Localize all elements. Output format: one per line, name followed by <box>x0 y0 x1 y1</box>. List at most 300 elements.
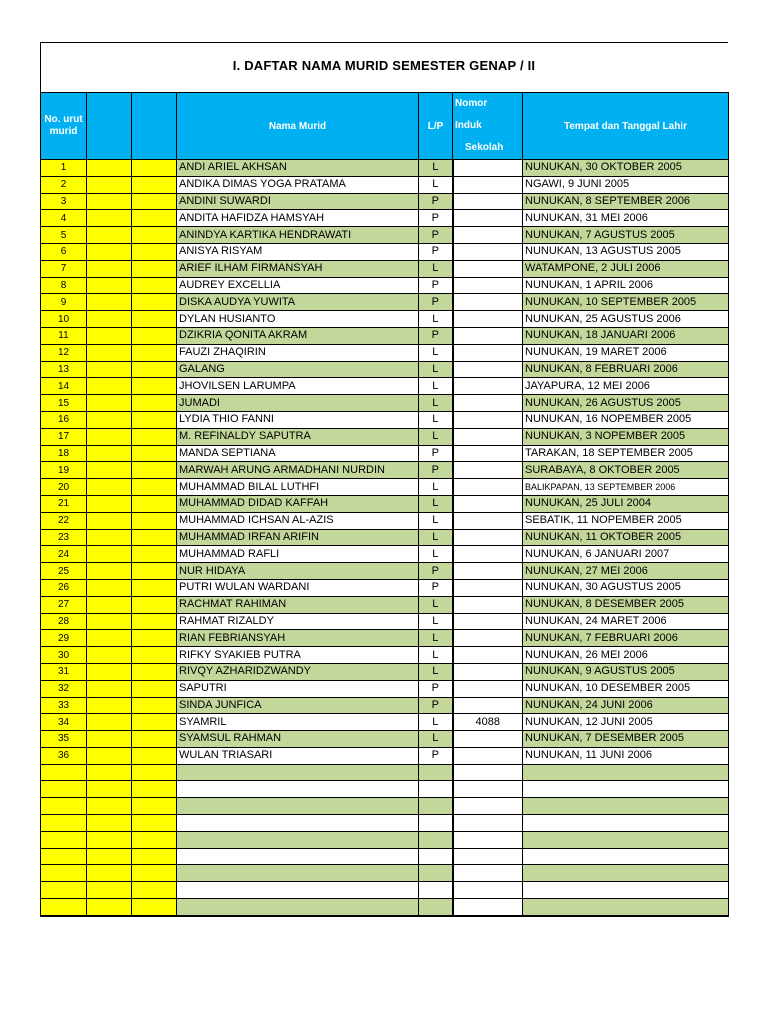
cell-no[interactable] <box>41 848 87 865</box>
cell-blank-2[interactable] <box>132 193 177 210</box>
cell-nis[interactable] <box>453 160 523 177</box>
cell-name[interactable]: GALANG <box>177 361 419 378</box>
cell-name[interactable]: ANDIKA DIMAS YOGA PRATAMA <box>177 176 419 193</box>
cell-name[interactable]: AUDREY EXCELLIA <box>177 277 419 294</box>
cell-ttl[interactable]: NUNUKAN, 10 SEPTEMBER 2005 <box>523 294 729 311</box>
cell-ttl[interactable] <box>523 815 729 832</box>
cell-lp[interactable]: L <box>419 647 453 664</box>
cell-no[interactable]: 19 <box>41 462 87 479</box>
cell-name[interactable]: SINDA JUNFICA <box>177 697 419 714</box>
cell-nis[interactable] <box>453 277 523 294</box>
cell-nis[interactable] <box>453 865 523 882</box>
cell-lp[interactable] <box>419 882 453 899</box>
cell-blank-2[interactable] <box>132 479 177 496</box>
cell-blank-2[interactable] <box>132 613 177 630</box>
cell-nis[interactable] <box>453 512 523 529</box>
cell-lp[interactable] <box>419 831 453 848</box>
cell-ttl[interactable]: NUNUKAN, 25 JULI 2004 <box>523 495 729 512</box>
cell-lp[interactable]: P <box>419 277 453 294</box>
cell-nis[interactable] <box>453 344 523 361</box>
cell-no[interactable] <box>41 882 87 899</box>
cell-nis[interactable] <box>453 731 523 748</box>
cell-lp[interactable]: L <box>419 731 453 748</box>
cell-name[interactable]: ARIEF ILHAM FIRMANSYAH <box>177 260 419 277</box>
cell-blank-1[interactable] <box>87 462 132 479</box>
cell-blank-2[interactable] <box>132 596 177 613</box>
column-header-no[interactable]: No. urut murid <box>41 93 87 160</box>
cell-nis[interactable] <box>453 798 523 815</box>
cell-blank-1[interactable] <box>87 865 132 882</box>
cell-name[interactable]: M. REFINALDY SAPUTRA <box>177 428 419 445</box>
cell-lp[interactable]: L <box>419 663 453 680</box>
cell-no[interactable]: 29 <box>41 630 87 647</box>
cell-nis[interactable] <box>453 479 523 496</box>
cell-nis[interactable] <box>453 647 523 664</box>
cell-ttl[interactable]: NUNUKAN, 8 SEPTEMBER 2006 <box>523 193 729 210</box>
cell-lp[interactable]: L <box>419 714 453 731</box>
cell-no[interactable]: 16 <box>41 411 87 428</box>
cell-nis[interactable] <box>453 462 523 479</box>
cell-nis[interactable] <box>453 663 523 680</box>
cell-no[interactable]: 32 <box>41 680 87 697</box>
cell-lp[interactable]: P <box>419 294 453 311</box>
cell-blank-2[interactable] <box>132 764 177 781</box>
column-header-name[interactable]: Nama Murid <box>177 93 419 160</box>
cell-blank-1[interactable] <box>87 193 132 210</box>
cell-no[interactable] <box>41 865 87 882</box>
cell-lp[interactable]: P <box>419 243 453 260</box>
cell-blank-2[interactable] <box>132 361 177 378</box>
cell-nis[interactable] <box>453 227 523 244</box>
cell-lp[interactable] <box>419 899 453 916</box>
cell-name[interactable]: JUMADI <box>177 395 419 412</box>
cell-no[interactable]: 35 <box>41 731 87 748</box>
cell-blank-2[interactable] <box>132 865 177 882</box>
cell-name[interactable]: RIFKY SYAKIEB PUTRA <box>177 647 419 664</box>
cell-blank-1[interactable] <box>87 579 132 596</box>
cell-ttl[interactable] <box>523 831 729 848</box>
cell-name[interactable] <box>177 899 419 916</box>
cell-ttl[interactable]: NUNUKAN, 25 AGUSTUS 2006 <box>523 311 729 328</box>
cell-name[interactable]: MUHAMMAD IRFAN ARIFIN <box>177 529 419 546</box>
cell-name[interactable]: SYAMSUL RAHMAN <box>177 731 419 748</box>
cell-blank-2[interactable] <box>132 630 177 647</box>
cell-name[interactable]: RIAN FEBRIANSYAH <box>177 630 419 647</box>
cell-lp[interactable]: L <box>419 479 453 496</box>
cell-name[interactable]: ANDINI SUWARDI <box>177 193 419 210</box>
cell-no[interactable]: 36 <box>41 747 87 764</box>
cell-nis[interactable] <box>453 579 523 596</box>
cell-ttl[interactable]: NUNUKAN, 9 AGUSTUS 2005 <box>523 663 729 680</box>
cell-nis[interactable] <box>453 630 523 647</box>
cell-blank-2[interactable] <box>132 210 177 227</box>
column-header-lp[interactable]: L/P <box>419 93 453 160</box>
cell-blank-1[interactable] <box>87 479 132 496</box>
cell-blank-2[interactable] <box>132 747 177 764</box>
cell-blank-1[interactable] <box>87 899 132 916</box>
cell-ttl[interactable]: NUNUKAN, 26 MEI 2006 <box>523 647 729 664</box>
cell-nis[interactable] <box>453 764 523 781</box>
cell-ttl[interactable]: SURABAYA, 8 OKTOBER 2005 <box>523 462 729 479</box>
cell-blank-2[interactable] <box>132 327 177 344</box>
cell-no[interactable]: 18 <box>41 445 87 462</box>
cell-lp[interactable]: P <box>419 445 453 462</box>
cell-no[interactable]: 1 <box>41 160 87 177</box>
cell-ttl[interactable]: NUNUKAN, 16 NOPEMBER 2005 <box>523 411 729 428</box>
cell-name[interactable]: ANINDYA KARTIKA HENDRAWATI <box>177 227 419 244</box>
cell-ttl[interactable]: NUNUKAN, 7 AGUSTUS 2005 <box>523 227 729 244</box>
cell-ttl[interactable]: NUNUKAN, 18 JANUARI 2006 <box>523 327 729 344</box>
cell-name[interactable]: RAHMAT RIZALDY <box>177 613 419 630</box>
cell-ttl[interactable]: NUNUKAN, 7 FEBRUARI 2006 <box>523 630 729 647</box>
cell-ttl[interactable]: SEBATIK, 11 NOPEMBER 2005 <box>523 512 729 529</box>
cell-blank-2[interactable] <box>132 563 177 580</box>
cell-blank-1[interactable] <box>87 596 132 613</box>
cell-no[interactable]: 8 <box>41 277 87 294</box>
cell-lp[interactable]: L <box>419 596 453 613</box>
cell-no[interactable]: 22 <box>41 512 87 529</box>
cell-name[interactable]: NUR HIDAYA <box>177 563 419 580</box>
cell-no[interactable]: 3 <box>41 193 87 210</box>
column-header-nis[interactable] <box>453 93 523 160</box>
cell-no[interactable]: 23 <box>41 529 87 546</box>
cell-nis[interactable] <box>453 563 523 580</box>
cell-lp[interactable]: L <box>419 495 453 512</box>
cell-blank-1[interactable] <box>87 344 132 361</box>
cell-name[interactable]: RACHMAT RAHIMAN <box>177 596 419 613</box>
cell-nis[interactable] <box>453 882 523 899</box>
cell-name[interactable]: DZIKRIA QONITA AKRAM <box>177 327 419 344</box>
cell-ttl[interactable]: TARAKAN, 18 SEPTEMBER 2005 <box>523 445 729 462</box>
cell-ttl[interactable]: NUNUKAN, 27 MEI 2006 <box>523 563 729 580</box>
cell-no[interactable] <box>41 764 87 781</box>
cell-blank-1[interactable] <box>87 277 132 294</box>
cell-name[interactable] <box>177 781 419 798</box>
cell-name[interactable] <box>177 815 419 832</box>
cell-name[interactable] <box>177 764 419 781</box>
cell-lp[interactable]: L <box>419 260 453 277</box>
column-header-blank-2[interactable] <box>132 93 177 160</box>
cell-ttl[interactable]: NUNUKAN, 7 DESEMBER 2005 <box>523 731 729 748</box>
cell-nis[interactable] <box>453 899 523 916</box>
cell-blank-2[interactable] <box>132 899 177 916</box>
cell-ttl[interactable] <box>523 764 729 781</box>
cell-blank-1[interactable] <box>87 512 132 529</box>
column-header-ttl[interactable]: Tempat dan Tanggal Lahir <box>523 93 729 160</box>
cell-nis[interactable] <box>453 697 523 714</box>
cell-no[interactable] <box>41 899 87 916</box>
cell-blank-1[interactable] <box>87 613 132 630</box>
cell-name[interactable]: RIVQY AZHARIDZWANDY <box>177 663 419 680</box>
cell-name[interactable]: MUHAMMAD BILAL LUTHFI <box>177 479 419 496</box>
cell-blank-2[interactable] <box>132 176 177 193</box>
cell-nis[interactable] <box>453 495 523 512</box>
cell-blank-2[interactable] <box>132 546 177 563</box>
cell-blank-1[interactable] <box>87 529 132 546</box>
cell-name[interactable]: ANDI ARIEL AKHSAN <box>177 160 419 177</box>
cell-no[interactable]: 4 <box>41 210 87 227</box>
cell-nis[interactable] <box>453 815 523 832</box>
cell-blank-2[interactable] <box>132 798 177 815</box>
cell-blank-1[interactable] <box>87 160 132 177</box>
cell-ttl[interactable] <box>523 848 729 865</box>
cell-blank-2[interactable] <box>132 512 177 529</box>
cell-blank-2[interactable] <box>132 428 177 445</box>
cell-blank-1[interactable] <box>87 764 132 781</box>
cell-lp[interactable]: L <box>419 395 453 412</box>
cell-ttl[interactable]: NUNUKAN, 24 JUNI 2006 <box>523 697 729 714</box>
cell-blank-2[interactable] <box>132 848 177 865</box>
cell-name[interactable]: DYLAN HUSIANTO <box>177 311 419 328</box>
cell-lp[interactable]: L <box>419 411 453 428</box>
cell-name[interactable]: MARWAH ARUNG ARMADHANI NURDIN <box>177 462 419 479</box>
cell-ttl[interactable]: NUNUKAN, 6 JANUARI 2007 <box>523 546 729 563</box>
cell-lp[interactable]: P <box>419 680 453 697</box>
cell-nis[interactable]: 4088 <box>453 714 523 731</box>
cell-name[interactable] <box>177 848 419 865</box>
cell-no[interactable]: 10 <box>41 311 87 328</box>
cell-no[interactable]: 14 <box>41 378 87 395</box>
cell-ttl[interactable]: WATAMPONE, 2 JULI 2006 <box>523 260 729 277</box>
cell-no[interactable]: 12 <box>41 344 87 361</box>
cell-blank-2[interactable] <box>132 227 177 244</box>
cell-nis[interactable] <box>453 781 523 798</box>
cell-name[interactable]: DISKA AUDYA YUWITA <box>177 294 419 311</box>
cell-no[interactable]: 26 <box>41 579 87 596</box>
cell-lp[interactable]: P <box>419 210 453 227</box>
cell-nis[interactable] <box>453 378 523 395</box>
cell-blank-1[interactable] <box>87 327 132 344</box>
cell-ttl[interactable]: NUNUKAN, 12 JUNI 2005 <box>523 714 729 731</box>
cell-nis[interactable] <box>453 546 523 563</box>
column-header-blank-1[interactable] <box>87 93 132 160</box>
cell-lp[interactable]: P <box>419 462 453 479</box>
cell-blank-1[interactable] <box>87 663 132 680</box>
cell-lp[interactable]: L <box>419 344 453 361</box>
cell-no[interactable] <box>41 831 87 848</box>
cell-blank-2[interactable] <box>132 260 177 277</box>
cell-blank-1[interactable] <box>87 176 132 193</box>
cell-no[interactable]: 6 <box>41 243 87 260</box>
cell-ttl[interactable]: NUNUKAN, 10 DESEMBER 2005 <box>523 680 729 697</box>
cell-no[interactable]: 7 <box>41 260 87 277</box>
cell-blank-1[interactable] <box>87 495 132 512</box>
cell-ttl[interactable]: NUNUKAN, 26 AGUSTUS 2005 <box>523 395 729 412</box>
cell-blank-2[interactable] <box>132 495 177 512</box>
cell-lp[interactable] <box>419 781 453 798</box>
cell-blank-1[interactable] <box>87 546 132 563</box>
cell-blank-1[interactable] <box>87 798 132 815</box>
cell-blank-1[interactable] <box>87 831 132 848</box>
cell-ttl[interactable]: NUNUKAN, 30 AGUSTUS 2005 <box>523 579 729 596</box>
cell-lp[interactable] <box>419 798 453 815</box>
cell-no[interactable]: 2 <box>41 176 87 193</box>
cell-lp[interactable]: L <box>419 630 453 647</box>
cell-lp[interactable] <box>419 764 453 781</box>
cell-blank-1[interactable] <box>87 445 132 462</box>
cell-nis[interactable] <box>453 243 523 260</box>
cell-blank-2[interactable] <box>132 529 177 546</box>
cell-blank-1[interactable] <box>87 882 132 899</box>
cell-nis[interactable] <box>453 848 523 865</box>
cell-lp[interactable]: L <box>419 613 453 630</box>
cell-nis[interactable] <box>453 613 523 630</box>
cell-no[interactable]: 30 <box>41 647 87 664</box>
cell-blank-2[interactable] <box>132 160 177 177</box>
cell-blank-1[interactable] <box>87 227 132 244</box>
cell-nis[interactable] <box>453 327 523 344</box>
cell-nis[interactable] <box>453 596 523 613</box>
cell-ttl[interactable]: NUNUKAN, 11 JUNI 2006 <box>523 747 729 764</box>
cell-blank-1[interactable] <box>87 781 132 798</box>
cell-ttl[interactable]: NUNUKAN, 19 MARET 2006 <box>523 344 729 361</box>
cell-lp[interactable] <box>419 865 453 882</box>
cell-no[interactable]: 28 <box>41 613 87 630</box>
cell-nis[interactable] <box>453 260 523 277</box>
cell-lp[interactable]: P <box>419 579 453 596</box>
cell-lp[interactable]: L <box>419 361 453 378</box>
cell-blank-2[interactable] <box>132 395 177 412</box>
cell-lp[interactable]: P <box>419 227 453 244</box>
cell-blank-2[interactable] <box>132 378 177 395</box>
cell-ttl[interactable]: NUNUKAN, 8 DESEMBER 2005 <box>523 596 729 613</box>
cell-ttl[interactable] <box>523 781 729 798</box>
cell-blank-2[interactable] <box>132 277 177 294</box>
cell-blank-2[interactable] <box>132 243 177 260</box>
cell-blank-2[interactable] <box>132 831 177 848</box>
cell-blank-2[interactable] <box>132 462 177 479</box>
cell-blank-1[interactable] <box>87 630 132 647</box>
cell-blank-1[interactable] <box>87 361 132 378</box>
cell-name[interactable]: JHOVILSEN LARUMPA <box>177 378 419 395</box>
cell-nis[interactable] <box>453 176 523 193</box>
cell-ttl[interactable] <box>523 865 729 882</box>
cell-name[interactable]: ANISYA RISYAM <box>177 243 419 260</box>
cell-lp[interactable]: P <box>419 193 453 210</box>
cell-name[interactable]: SAPUTRI <box>177 680 419 697</box>
cell-blank-2[interactable] <box>132 714 177 731</box>
cell-lp[interactable]: P <box>419 747 453 764</box>
cell-no[interactable]: 24 <box>41 546 87 563</box>
cell-lp[interactable]: L <box>419 529 453 546</box>
cell-name[interactable]: MANDA SEPTIANA <box>177 445 419 462</box>
cell-blank-1[interactable] <box>87 243 132 260</box>
cell-no[interactable]: 21 <box>41 495 87 512</box>
cell-blank-2[interactable] <box>132 680 177 697</box>
cell-blank-2[interactable] <box>132 815 177 832</box>
cell-name[interactable]: LYDIA THIO FANNI <box>177 411 419 428</box>
cell-lp[interactable]: L <box>419 160 453 177</box>
cell-blank-2[interactable] <box>132 781 177 798</box>
cell-name[interactable]: MUHAMMAD ICHSAN AL-AZIS <box>177 512 419 529</box>
cell-nis[interactable] <box>453 294 523 311</box>
cell-name[interactable]: MUHAMMAD RAFLI <box>177 546 419 563</box>
cell-blank-1[interactable] <box>87 747 132 764</box>
cell-ttl[interactable]: NUNUKAN, 1 APRIL 2006 <box>523 277 729 294</box>
cell-lp[interactable]: L <box>419 428 453 445</box>
cell-no[interactable]: 20 <box>41 479 87 496</box>
cell-name[interactable]: MUHAMMAD DIDAD KAFFAH <box>177 495 419 512</box>
cell-name[interactable]: PUTRI WULAN WARDANI <box>177 579 419 596</box>
cell-nis[interactable] <box>453 428 523 445</box>
cell-no[interactable]: 25 <box>41 563 87 580</box>
cell-lp[interactable]: L <box>419 311 453 328</box>
cell-no[interactable]: 33 <box>41 697 87 714</box>
cell-lp[interactable]: P <box>419 563 453 580</box>
cell-nis[interactable] <box>453 193 523 210</box>
cell-blank-1[interactable] <box>87 411 132 428</box>
cell-ttl[interactable]: JAYAPURA, 12 MEI 2006 <box>523 378 729 395</box>
cell-blank-1[interactable] <box>87 714 132 731</box>
cell-blank-1[interactable] <box>87 378 132 395</box>
cell-no[interactable]: 15 <box>41 395 87 412</box>
cell-name[interactable]: WULAN TRIASARI <box>177 747 419 764</box>
cell-no[interactable]: 9 <box>41 294 87 311</box>
cell-name[interactable]: FAUZI ZHAQIRIN <box>177 344 419 361</box>
cell-blank-1[interactable] <box>87 563 132 580</box>
cell-blank-2[interactable] <box>132 579 177 596</box>
cell-blank-2[interactable] <box>132 411 177 428</box>
cell-lp[interactable]: L <box>419 176 453 193</box>
cell-ttl[interactable] <box>523 798 729 815</box>
cell-blank-1[interactable] <box>87 815 132 832</box>
cell-no[interactable]: 27 <box>41 596 87 613</box>
cell-lp[interactable]: L <box>419 512 453 529</box>
cell-ttl[interactable]: NUNUKAN, 30 OKTOBER 2005 <box>523 160 729 177</box>
cell-lp[interactable] <box>419 815 453 832</box>
cell-ttl[interactable]: BALIKPAPAN, 13 SEPTEMBER 2006 <box>523 479 729 496</box>
cell-nis[interactable] <box>453 680 523 697</box>
cell-no[interactable]: 31 <box>41 663 87 680</box>
cell-name[interactable] <box>177 865 419 882</box>
cell-nis[interactable] <box>453 831 523 848</box>
cell-nis[interactable] <box>453 411 523 428</box>
cell-blank-1[interactable] <box>87 647 132 664</box>
cell-lp[interactable] <box>419 848 453 865</box>
cell-ttl[interactable]: NGAWI, 9 JUNI 2005 <box>523 176 729 193</box>
cell-blank-2[interactable] <box>132 294 177 311</box>
cell-no[interactable]: 13 <box>41 361 87 378</box>
cell-name[interactable] <box>177 882 419 899</box>
cell-blank-2[interactable] <box>132 344 177 361</box>
cell-no[interactable]: 5 <box>41 227 87 244</box>
cell-blank-1[interactable] <box>87 294 132 311</box>
cell-blank-2[interactable] <box>132 882 177 899</box>
cell-nis[interactable] <box>453 529 523 546</box>
cell-nis[interactable] <box>453 210 523 227</box>
cell-nis[interactable] <box>453 361 523 378</box>
cell-blank-2[interactable] <box>132 731 177 748</box>
cell-name[interactable] <box>177 831 419 848</box>
cell-lp[interactable]: P <box>419 327 453 344</box>
cell-blank-2[interactable] <box>132 697 177 714</box>
cell-lp[interactable]: L <box>419 546 453 563</box>
cell-nis[interactable] <box>453 445 523 462</box>
cell-no[interactable]: 17 <box>41 428 87 445</box>
cell-nis[interactable] <box>453 747 523 764</box>
cell-blank-2[interactable] <box>132 647 177 664</box>
cell-name[interactable] <box>177 798 419 815</box>
cell-blank-2[interactable] <box>132 445 177 462</box>
cell-blank-1[interactable] <box>87 260 132 277</box>
cell-blank-1[interactable] <box>87 395 132 412</box>
cell-blank-2[interactable] <box>132 311 177 328</box>
cell-blank-1[interactable] <box>87 210 132 227</box>
cell-blank-1[interactable] <box>87 680 132 697</box>
cell-blank-1[interactable] <box>87 731 132 748</box>
cell-ttl[interactable] <box>523 882 729 899</box>
cell-ttl[interactable]: NUNUKAN, 31 MEI 2006 <box>523 210 729 227</box>
